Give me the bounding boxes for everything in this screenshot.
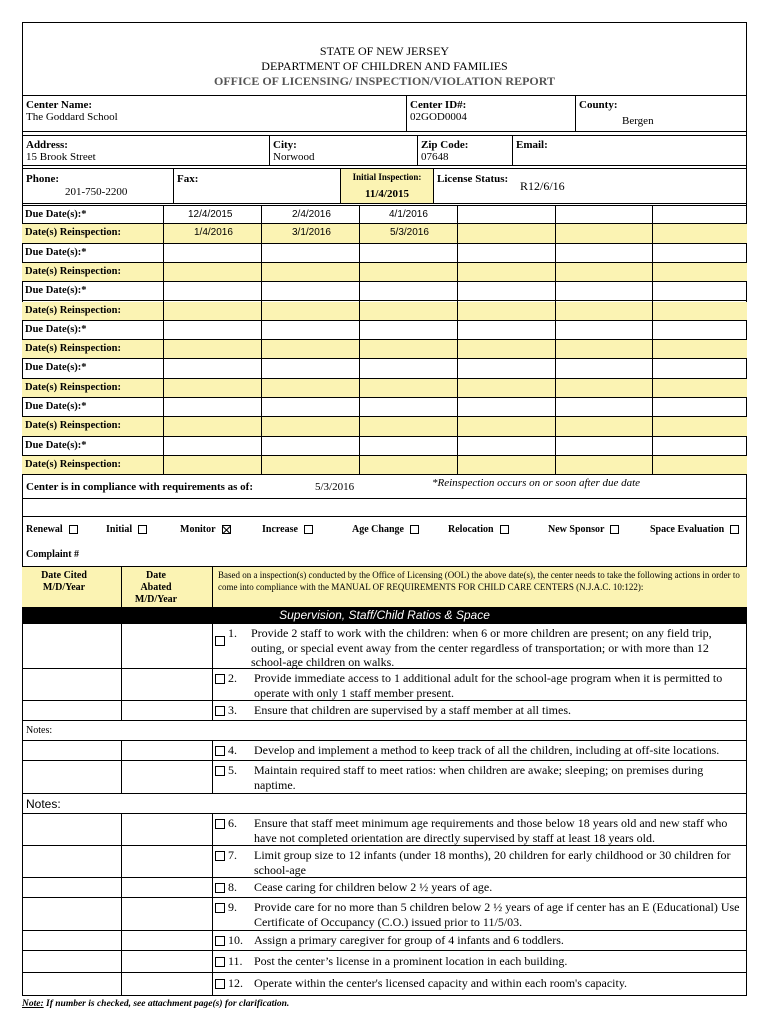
reinspection-row	[22, 340, 747, 359]
compliance-label: Center is in compliance with requirements as of:	[26, 481, 254, 493]
due-dates-label: Due Date(s):*	[25, 323, 87, 335]
date-abated-cell[interactable]	[121, 741, 213, 760]
reinspection-label: Date(s) Reinspection:	[25, 343, 121, 355]
requirement-row: 1. Provide 2 staff to work with the children: when 6 or more children are present; on any field trip, outing, or special event away from the center regardless of transportation; or with more than 12 school-age children on walks.	[22, 624, 747, 669]
renewal-checkbox[interactable]	[69, 525, 78, 534]
requirement-checkbox[interactable]	[215, 851, 225, 861]
zip-cell	[417, 135, 513, 166]
reinspection-label: Date(s) Reinspection:	[25, 227, 121, 239]
requirement-text: Post the center’s license in a prominent location in each building.	[254, 954, 568, 968]
date-abated-cell[interactable]	[121, 814, 213, 845]
reinspection-row	[22, 379, 747, 398]
date-abated-cell[interactable]	[121, 624, 213, 668]
zip-value: 07648	[421, 151, 449, 163]
due-date-3: 4/1/2016	[389, 209, 428, 220]
requirement-row: 11. Post the center’s license in a prominent location in each building.	[22, 951, 747, 973]
reinspection-label: Date(s) Reinspection:	[25, 420, 121, 432]
due-dates-row	[22, 398, 747, 417]
date-cited-cell[interactable]	[22, 814, 122, 845]
requirement-checkbox[interactable]	[215, 674, 225, 684]
address-value: 15 Brook Street	[26, 151, 96, 163]
city-label: City:	[273, 139, 297, 151]
footer-note-text: If number is checked, see attachment page(s) for clarification.	[43, 999, 290, 1009]
fax-label: Fax:	[177, 173, 199, 185]
age-change-checkbox[interactable]	[410, 525, 419, 534]
monitor-option[interactable]: Monitor	[180, 524, 231, 535]
requirement-checkbox[interactable]	[215, 903, 225, 913]
state-title: STATE OF NEW JERSEY	[319, 44, 450, 58]
reinspection-label: Date(s) Reinspection:	[25, 304, 121, 316]
due-dates-label: Due Date(s):*	[25, 439, 87, 451]
county-label: County:	[579, 99, 618, 111]
due-dates-label: Due Date(s):*	[25, 246, 87, 258]
requirement-row: 10. Assign a primary caregiver for group of 4 infants and 6 toddlers.	[22, 931, 747, 951]
initial-inspection-label: Initial Inspection:	[352, 172, 422, 182]
date-cited-cell[interactable]	[22, 624, 122, 668]
initial-checkbox[interactable]	[138, 525, 147, 534]
date-cited-cell[interactable]	[22, 931, 122, 950]
notes-row[interactable]	[22, 721, 747, 741]
date-cited-cell[interactable]	[22, 973, 122, 996]
initial-option[interactable]: Initial	[106, 524, 147, 535]
grid-divider	[359, 205, 360, 475]
requirement-row: 4. Develop and implement a method to keep track of all the children, including at off-site locations.	[22, 741, 747, 761]
report-title: OFFICE OF LICENSING/ INSPECTION/VIOLATION REPORT	[214, 74, 555, 88]
space-evaluation-option[interactable]: Space Evaluation	[650, 524, 739, 535]
requirement-text: Develop and implement a method to keep track of all the children, including at off-site locations.	[254, 743, 720, 757]
requirement-row: 7. Limit group size to 12 infants (under 18 months), 20 children for early childhood or 30 children for school-age	[22, 846, 747, 878]
grid-divider	[652, 205, 653, 475]
due-dates-row	[22, 282, 747, 301]
fax-cell	[173, 168, 341, 204]
initial-inspection-value: 11/4/2015	[364, 188, 409, 200]
date-cited-cell[interactable]	[22, 669, 122, 700]
reinspection-label: Date(s) Reinspection:	[25, 265, 121, 277]
requirement-row: 8. Cease caring for children below 2 ½ years of age.	[22, 878, 747, 898]
date-cited-cell[interactable]	[22, 846, 122, 877]
reinspection-row	[22, 417, 747, 436]
increase-option[interactable]: Increase	[262, 524, 313, 535]
due-dates-row	[22, 359, 747, 378]
phone-cell	[22, 168, 174, 204]
reinspection-row	[22, 302, 747, 321]
requirement-row: 6. Ensure that staff meet minimum age requirements and those below 18 years old and new staff who have not completed orientation are directly supervised by staff at least 18 years old.	[22, 814, 747, 846]
report-header	[22, 44, 747, 89]
requirement-text: Provide immediate access to 1 additional adult for the school-age program when it is permitted to operate with only 1 staff member present.	[254, 671, 723, 700]
phone-label: Phone:	[26, 173, 59, 185]
requirement-text: Ensure that children are supervised by a staff member at all times.	[254, 703, 572, 717]
due-dates-row	[22, 321, 747, 340]
requirement-row: 12. Operate within the center's licensed capacity and within each room's capacity.	[22, 973, 747, 996]
footer-note-prefix: Note:	[22, 999, 44, 1009]
notes-row[interactable]	[22, 794, 747, 814]
compliance-row	[22, 475, 747, 499]
department-title: DEPARTMENT OF CHILDREN AND FAMILIES	[261, 59, 508, 73]
license-status-value: R12/6/16	[520, 179, 565, 193]
center-id-cell	[406, 95, 576, 132]
monitor-checkbox[interactable]	[222, 525, 231, 534]
requirement-checkbox[interactable]	[215, 979, 225, 989]
due-dates-row	[22, 244, 747, 263]
due-date-1: 12/4/2015	[188, 209, 233, 220]
increase-checkbox[interactable]	[304, 525, 313, 534]
due-date-2: 2/4/2016	[292, 209, 331, 220]
requirement-text: Provide 2 staff to work with the children: when 6 or more children are present; on any field trip, outing, or special event away from the center regardless of transportation; or with more than 12 school-age children on walks.	[251, 626, 712, 669]
license-status-cell	[433, 168, 747, 204]
license-status-label: License Status:	[437, 173, 509, 185]
new-sponsor-option[interactable]: New Sponsor	[548, 524, 619, 535]
requirement-text: Cease caring for children below 2 ½ years of age.	[254, 880, 493, 894]
date-abated-cell[interactable]	[121, 761, 213, 793]
email-label: Email:	[516, 139, 548, 151]
requirement-row: 9. Provide care for no more than 5 children below 2 ½ years of age if center has an E (Educational) Use Certificate of Occupancy (C.O.) issued prior to 11/5/03.	[22, 898, 747, 931]
due-dates-label: Due Date(s):*	[25, 209, 87, 220]
requirement-row: 3. Ensure that children are supervised by a staff member at all times.	[22, 701, 747, 721]
center-id-label: Center ID#:	[410, 99, 467, 111]
grid-divider	[555, 205, 556, 475]
section-title: Supervision, Staff/Child Ratios & Space	[22, 607, 747, 624]
requirement-text: Limit group size to 12 infants (under 18 months), 20 children for early childhood or 30 children for school-age	[254, 848, 731, 877]
reinspection-row	[22, 263, 747, 282]
date-abated-cell[interactable]	[121, 701, 213, 720]
city-value: Norwood	[273, 151, 315, 163]
requirement-checkbox[interactable]	[215, 706, 225, 716]
date-abated-cell[interactable]	[121, 951, 213, 972]
date-cited-cell[interactable]	[22, 701, 122, 720]
complaint-label: Complaint #	[26, 549, 80, 560]
date-abated-cell[interactable]	[121, 898, 213, 930]
reinspection-row	[22, 224, 747, 243]
date-abated-cell[interactable]	[121, 669, 213, 700]
requirement-text: Assign a primary caregiver for group of 4 infants and 6 toddlers.	[254, 933, 564, 947]
due-dates-label: Due Date(s):*	[25, 285, 87, 297]
county-cell	[575, 95, 747, 132]
zip-label: Zip Code:	[421, 139, 469, 151]
date-cited-cell[interactable]	[22, 951, 122, 972]
requirement-checkbox[interactable]	[215, 819, 225, 829]
space-evaluation-checkbox[interactable]	[730, 525, 739, 534]
date-abated-cell[interactable]	[121, 846, 213, 877]
requirement-text: Maintain required staff to meet ratios: when children are awake; sleeping; on premises during naptime.	[254, 763, 704, 792]
requirements-table-header	[22, 566, 747, 607]
requirements-intro: Based on a inspection(s) conducted by the Office of Licensing (OOL) the above date(s), the center needs to take the following actions in order to come into compliance with the MANUAL OF REQUIREMENTS FOR CHILD CARE CENTERS (N.J.A.C. 10:122):	[218, 570, 740, 592]
relocation-option[interactable]: Relocation	[448, 524, 509, 535]
grid-divider	[163, 205, 164, 475]
requirement-checkbox[interactable]	[215, 746, 225, 756]
notes-label: Notes:	[26, 725, 53, 736]
header-divider	[121, 567, 122, 608]
date-abated-cell[interactable]	[121, 931, 213, 950]
date-abated-cell[interactable]	[121, 878, 213, 897]
due-dates-row	[22, 205, 747, 224]
due-dates-label: Due Date(s):*	[25, 401, 87, 412]
compliance-date: 5/3/2016	[315, 481, 355, 493]
grid-divider	[261, 205, 262, 475]
date-cited-cell[interactable]	[22, 741, 122, 760]
date-abated-cell[interactable]	[121, 973, 213, 996]
blank-row	[22, 499, 747, 517]
center-name-cell	[22, 95, 407, 132]
center-name-label: Center Name:	[26, 99, 93, 111]
reinspection-label: Date(s) Reinspection:	[25, 381, 121, 393]
reinspection-note: *Reinspection occurs on or soon after due date	[432, 477, 641, 489]
center-id-value: 02GOD0004	[410, 111, 467, 123]
date-abated-header: Date Abated M/D/Year	[134, 570, 178, 605]
renewal-option[interactable]: Renewal	[26, 524, 78, 535]
requirement-checkbox[interactable]	[215, 936, 225, 946]
requirement-row: 2. Provide immediate access to 1 additional adult for the school-age program when it is permitted to operate with only 1 staff member present.	[22, 669, 747, 701]
footer-note	[22, 999, 289, 1009]
reinspection-date-1: 1/4/2016	[194, 227, 233, 239]
requirement-checkbox[interactable]	[215, 883, 225, 893]
date-cited-header: Date Cited M/D/Year	[41, 570, 87, 593]
requirement-row: 5. Maintain required staff to meet ratios: when children are awake; sleeping; on premises during naptime.	[22, 761, 747, 794]
header-divider	[212, 567, 213, 608]
phone-value: 201-750-2200	[65, 186, 128, 198]
date-cited-cell[interactable]	[22, 878, 122, 897]
email-cell	[512, 135, 747, 166]
new-sponsor-checkbox[interactable]	[610, 525, 619, 534]
requirement-checkbox[interactable]	[215, 636, 225, 646]
due-dates-label: Due Date(s):*	[25, 362, 87, 374]
address-label: Address:	[26, 139, 68, 151]
reinspection-date-2: 3/1/2016	[292, 227, 331, 239]
reinspection-date-3: 5/3/2016	[390, 227, 429, 239]
reinspection-row	[22, 456, 747, 475]
center-name-value: The Goddard School	[26, 111, 118, 123]
reinspection-label: Date(s) Reinspection:	[25, 458, 121, 470]
requirement-text: Operate within the center's licensed capacity and within each room's capacity.	[254, 976, 628, 990]
relocation-checkbox[interactable]	[500, 525, 509, 534]
city-cell	[269, 135, 418, 166]
date-cited-cell[interactable]	[22, 761, 122, 793]
county-value: Bergen	[622, 115, 654, 127]
initial-inspection-cell	[340, 168, 434, 204]
requirement-text: Ensure that staff meet minimum age requirements and those below 18 years old and new staff who have not completed orientation are directly supervised by staff at least 18 years old.	[254, 816, 728, 845]
notes-label: Notes:	[26, 797, 61, 811]
requirement-text: Provide care for no more than 5 children below 2 ½ years of age if center has an E (Educational) Use Certificate of Occupancy (C.O.) issued prior to 11/5/03.	[254, 900, 740, 929]
date-cited-cell[interactable]	[22, 898, 122, 930]
due-dates-row	[22, 437, 747, 456]
address-cell	[22, 135, 270, 166]
requirement-checkbox[interactable]	[215, 957, 225, 967]
requirement-checkbox[interactable]	[215, 766, 225, 776]
grid-divider	[457, 205, 458, 475]
age-change-option[interactable]: Age Change	[352, 524, 419, 535]
